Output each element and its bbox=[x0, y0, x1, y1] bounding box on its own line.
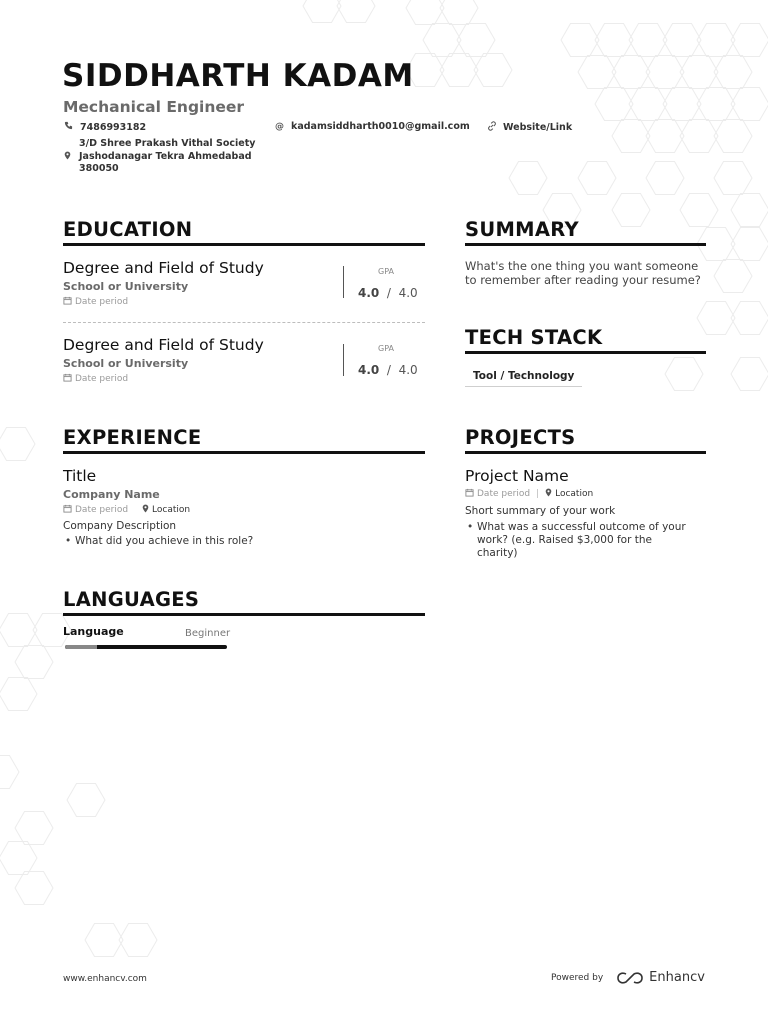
hexagon-shape bbox=[509, 162, 547, 195]
hexagon-shape bbox=[119, 924, 157, 957]
hexagon-shape bbox=[67, 784, 105, 817]
date-period: Date period bbox=[75, 505, 129, 515]
date-period: Date period bbox=[477, 489, 531, 499]
hexagon-shape bbox=[337, 0, 375, 23]
hexagon-shape bbox=[731, 24, 768, 57]
website-contact bbox=[487, 121, 572, 134]
hexagon-shape bbox=[0, 842, 37, 875]
hexagon-shape bbox=[680, 120, 718, 153]
projects-heading: PROJECTS bbox=[465, 426, 576, 449]
hexagon-shape bbox=[0, 678, 37, 711]
hexagon-shape bbox=[612, 194, 650, 227]
project-meta: Date period | Location bbox=[465, 488, 706, 500]
calendar-icon bbox=[63, 504, 72, 516]
summary-text: What's the one thing you want someone to remember after reading your resume? bbox=[465, 259, 701, 287]
hexagon-shape bbox=[629, 24, 667, 57]
hexagon-shape bbox=[578, 56, 616, 89]
hexagon-shape bbox=[15, 872, 53, 905]
list-item: • What was a successful outcome of your work? (e.g. Raised $3,000 for the charity) bbox=[465, 521, 695, 560]
map-pin-icon bbox=[142, 504, 149, 516]
hexagon-shape bbox=[612, 56, 650, 89]
hexagon-shape bbox=[680, 56, 718, 89]
languages-heading: LANGUAGES bbox=[63, 588, 200, 611]
gpa-divider bbox=[343, 344, 344, 376]
hexagon-shape bbox=[665, 358, 703, 391]
hexagon-shape bbox=[731, 228, 768, 261]
phone-icon bbox=[64, 121, 76, 133]
enhancv-logo-icon bbox=[617, 972, 643, 984]
company-description: Company Description bbox=[63, 520, 177, 532]
hexagon-shape bbox=[663, 88, 701, 121]
hexagon-shape bbox=[714, 260, 752, 293]
hexagon-shape bbox=[85, 924, 123, 957]
candidate-title: Mechanical Engineer bbox=[63, 98, 245, 116]
hexagon-shape bbox=[646, 162, 684, 195]
language-name: Language bbox=[63, 625, 124, 638]
gpa-label: GPA bbox=[378, 267, 394, 276]
hexagon-shape bbox=[680, 194, 718, 227]
hexagon-shape bbox=[629, 88, 667, 121]
hexagon-shape bbox=[15, 812, 53, 845]
at-icon: @ bbox=[275, 121, 284, 132]
hexagon-shape bbox=[697, 24, 735, 57]
tech-stack-heading: TECH STACK bbox=[465, 326, 603, 349]
education-entry bbox=[63, 336, 425, 385]
gpa-value: 4.0 / 4.0 bbox=[358, 286, 418, 300]
address-contact bbox=[64, 138, 255, 176]
hexagon-shape bbox=[440, 0, 478, 25]
hexagon-shape bbox=[0, 614, 37, 647]
hexagon-shape bbox=[0, 756, 19, 789]
calendar-icon bbox=[63, 296, 72, 308]
hexagon-shape bbox=[697, 302, 735, 335]
achievement-list bbox=[63, 535, 425, 548]
calendar-icon bbox=[63, 373, 72, 385]
link-icon bbox=[487, 121, 499, 134]
hexagon-shape bbox=[612, 120, 650, 153]
hexagon-shape bbox=[731, 302, 768, 335]
school-name: School or University bbox=[63, 357, 189, 370]
hexagon-shape bbox=[731, 194, 768, 227]
hexagon-shape bbox=[646, 56, 684, 89]
summary-rule bbox=[465, 243, 706, 246]
tech-tag: Tool / Technology bbox=[465, 370, 582, 387]
hexagon-shape bbox=[731, 358, 768, 391]
phone-contact bbox=[64, 121, 146, 133]
location: Location bbox=[555, 489, 594, 499]
job-meta bbox=[63, 504, 425, 516]
gpa-divider bbox=[343, 266, 344, 298]
gpa-label: GPA bbox=[378, 344, 394, 353]
degree-title: Degree and Field of Study bbox=[63, 336, 264, 354]
languages-rule bbox=[63, 613, 425, 616]
hexagon-shape bbox=[303, 0, 341, 23]
hexagon-shape bbox=[457, 24, 495, 57]
hexagon-shape bbox=[731, 88, 768, 121]
hexagon-shape bbox=[423, 24, 461, 57]
hexagon-shape bbox=[15, 646, 53, 679]
company-name: Company Name bbox=[63, 488, 160, 501]
location: Location bbox=[152, 505, 191, 515]
degree-title: Degree and Field of Study bbox=[63, 259, 264, 277]
list-item: • What did you achieve in this role? bbox=[63, 535, 425, 548]
language-level: Beginner bbox=[185, 628, 231, 639]
map-pin-icon bbox=[64, 138, 76, 176]
job-title: Title bbox=[63, 467, 97, 485]
hexagon-shape bbox=[474, 54, 512, 87]
hexagon-shape bbox=[406, 0, 444, 25]
candidate-name: SIDDHARTH KADAM bbox=[62, 58, 414, 94]
date-period: Date period bbox=[63, 296, 425, 308]
hexagon-shape bbox=[561, 24, 599, 57]
calendar-icon bbox=[465, 488, 474, 500]
email-address[interactable]: kadamsiddharth0010@gmail.com bbox=[291, 121, 470, 132]
hexagon-shape bbox=[595, 88, 633, 121]
tech-stack-rule bbox=[465, 351, 706, 354]
outcome-list bbox=[465, 521, 695, 560]
brand-name: Enhancv bbox=[649, 970, 705, 985]
hexagon-shape bbox=[0, 428, 35, 461]
email-contact bbox=[275, 121, 470, 132]
hexagon-shape bbox=[714, 162, 752, 195]
address-line-3: 380050 bbox=[79, 163, 119, 174]
projects-rule bbox=[465, 451, 706, 454]
summary-heading: SUMMARY bbox=[465, 218, 579, 241]
experience-rule bbox=[63, 451, 425, 454]
hexagon-shape bbox=[440, 54, 478, 87]
hexagon-shape bbox=[714, 56, 752, 89]
date-period: Date period bbox=[63, 373, 425, 385]
hexagon-shape bbox=[578, 162, 616, 195]
address-line-2: Jashodanagar Tekra Ahmedabad bbox=[79, 150, 252, 162]
language-proficiency-bar bbox=[65, 645, 227, 649]
phone-number[interactable]: 7486993182 bbox=[80, 121, 147, 133]
website-link[interactable]: Website/Link bbox=[503, 122, 573, 133]
education-rule bbox=[63, 243, 425, 246]
brand[interactable] bbox=[617, 970, 705, 985]
hexagon-shape bbox=[697, 88, 735, 121]
address-line-1: 3/D Shree Prakash Vithal Society bbox=[79, 138, 256, 149]
powered-by-label: Powered by bbox=[551, 972, 604, 983]
footer-branding bbox=[551, 970, 705, 985]
entry-separator bbox=[63, 322, 425, 323]
education-heading: EDUCATION bbox=[63, 218, 193, 241]
project-entry bbox=[465, 467, 706, 560]
hexagon-shape bbox=[663, 24, 701, 57]
hexagon-shape bbox=[714, 120, 752, 153]
education-entry bbox=[63, 259, 425, 308]
footer-site[interactable]: www.enhancv.com bbox=[63, 974, 147, 984]
project-name: Project Name bbox=[465, 467, 569, 485]
map-pin-icon bbox=[545, 488, 552, 500]
hexagon-shape bbox=[595, 24, 633, 57]
project-summary: Short summary of your work bbox=[465, 505, 616, 517]
experience-heading: EXPERIENCE bbox=[63, 426, 202, 449]
gpa-value: 4.0 / 4.0 bbox=[358, 363, 418, 377]
experience-entry bbox=[63, 467, 425, 548]
school-name: School or University bbox=[63, 280, 189, 293]
hexagon-shape bbox=[646, 120, 684, 153]
language-proficiency-fill bbox=[65, 645, 97, 649]
